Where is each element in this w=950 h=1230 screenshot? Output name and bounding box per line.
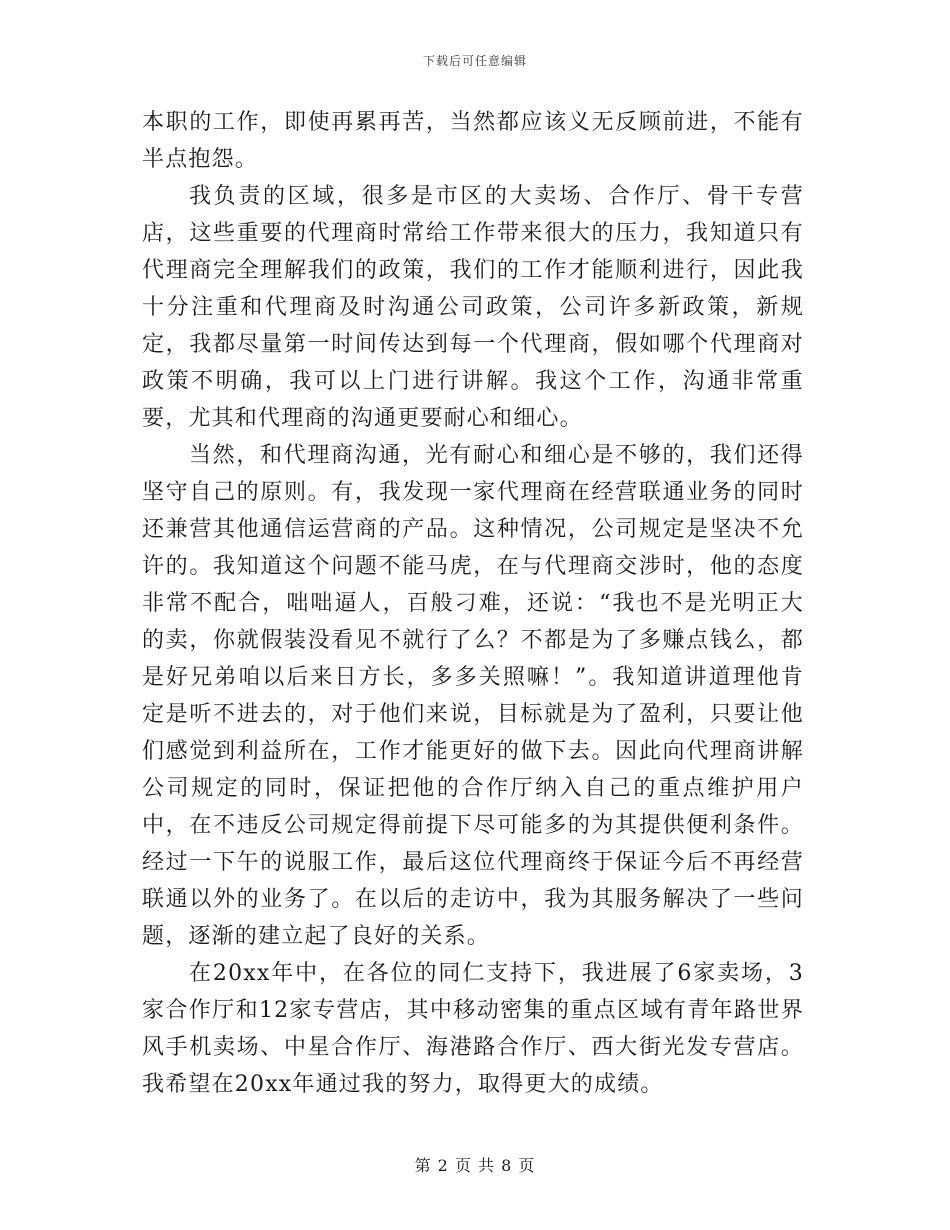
page-footer: [0, 1153, 950, 1176]
paragraph: 当然，和代理商沟通，光有耐心和细心是不够的，我们还得坚守自己的原则。有，我发现一家代理商在经营联通业务的同时还兼营其他通信运营商的产品。这种情况，公司规定是坚决不允许的。我知道这个问题不能马虎，在与代理商交涉时，他的态度非常不配合，咄咄逼人，百般刁难，还说：“我也不是光明正大的卖，你就假装没看见不就行了么？不都是为了多赚点钱么，都是好兄弟咱以后来日方长，多多关照嘛！”。我知道讲道理他肯定是听不进去的，对于他们来说，目标就是为了盈利，只要让他们感觉到利益所在，工作才能更好的做下去。因此向代理商讲解公司规定的同时，保证把他的合作厅纳入自己的重点维护用户中，在不违反公司规定得前提下尽可能多的为其提供便利条件。经过一下午的说服工作，最后这位代理商终于保证今后不再经营联通以外的业务了。在以后的走访中，我为其服务解决了一些问题，逐渐的建立起了良好的关系。: [142, 443, 804, 949]
page-number-label: 第 2 页 共 8 页: [414, 1156, 536, 1175]
page-header: 下载后可任意编辑: [422, 54, 527, 68]
document-body: [142, 104, 804, 1103]
paragraph: 我负责的区域，很多是市区的大卖场、合作厅、骨干专营店，这些重要的代理商时常给工作带来很大的压力，我知道只有代理商完全理解我们的政策，我们的工作才能顺利进行，因此我十分注重和代理商及时沟通公司政策，公司许多新政策，新规定，我都尽量第一时间传达到每一个代理商，假如哪个代理商对政策不明确，我可以上门进行讲解。我这个工作，沟通非常重要，尤其和代理商的沟通更要耐心和细心。: [142, 184, 804, 431]
paragraph: 在20xx年中，在各位的同仁支持下，我进展了6家卖场，3家合作厅和12家专营店，其中移动密集的重点区域有青年路世界风手机卖场、中星合作厅、海港路合作厅、西大街光发专营店。我希望在20xx年通过我的努力，取得更大的成绩。: [142, 961, 804, 1097]
paragraph: 本职的工作，即使再累再苦，当然都应该义无反顾前进，不能有半点抱怨。: [142, 110, 804, 172]
